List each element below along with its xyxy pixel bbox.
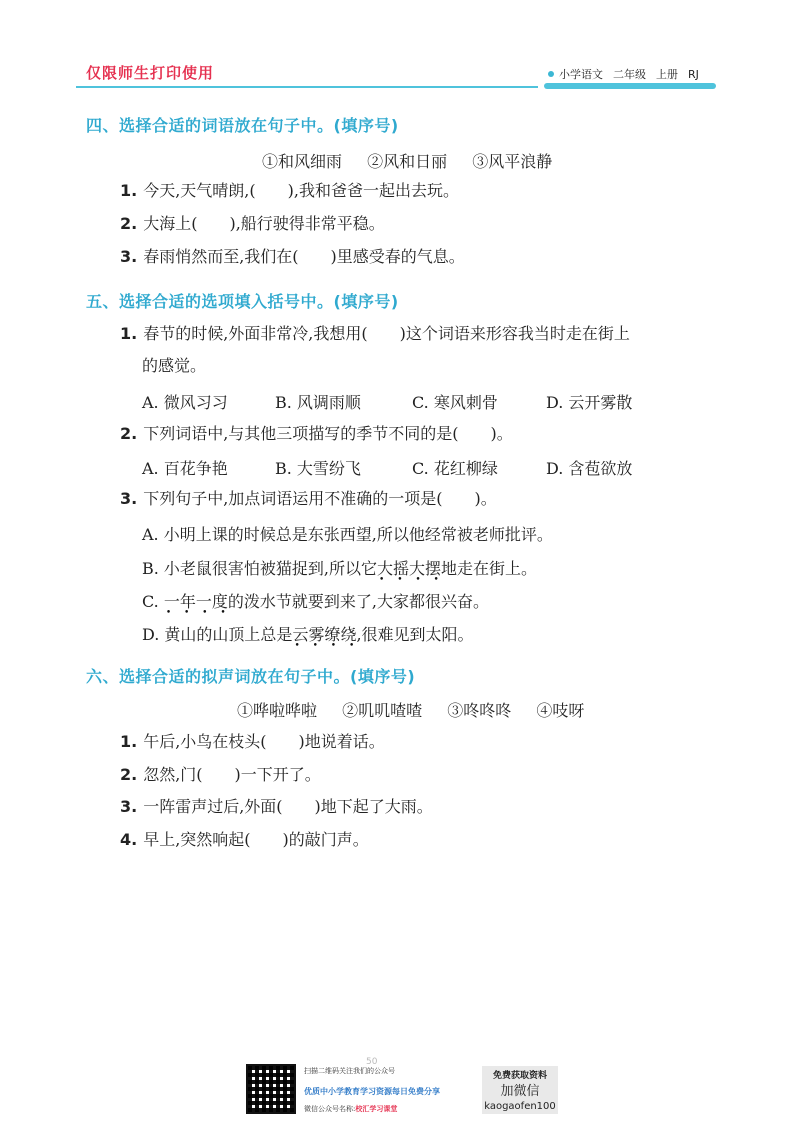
question-item: 2. 下列词语中,与其他三项描写的季节不同的是( )。: [120, 424, 513, 443]
question-item: 3. 下列句子中,加点词语运用不准确的一项是( )。: [120, 489, 497, 508]
footer-line-3: 微信公众号名称:校汇学习课堂: [304, 1105, 398, 1113]
choice: D. 云开雾散: [546, 393, 633, 412]
subject-label: 小学语文: [559, 68, 603, 81]
wechat-promo-box: 免费获取资料 加微信 kaogaofen100: [482, 1066, 558, 1114]
emphasis-dots: 云雾缭绕 • • • •: [292, 622, 356, 645]
section-6-title: 六、选择合适的拟声词放在句子中。(填序号): [86, 667, 416, 686]
footer-line-1: 扫描二维码关注我们的公众号: [304, 1067, 395, 1075]
option: ②叽叽喳喳: [342, 701, 423, 720]
question-item: 1. 春节的时候,外面非常冷,我想用( )这个词语来形容我当时走在街上: [120, 324, 630, 343]
page-number: 50: [366, 1057, 378, 1067]
bullet-icon: [548, 71, 554, 77]
choice: C. 一年一度 • • • •的泼水节就要到来了,大家都很兴奋。: [142, 589, 489, 612]
question-item: 3. 春雨悄然而至,我们在( )里感受春的气息。: [120, 247, 465, 266]
choice: A. 微风习习: [142, 393, 228, 412]
section-5-title: 五、选择合适的选项填入括号中。(填序号): [86, 292, 399, 311]
question-item: 2. 忽然,门( )一下开了。: [120, 765, 321, 784]
section-4-title: 四、选择合适的词语放在句子中。(填序号): [86, 116, 399, 135]
choice: D. 黄山的山顶上总是云雾缭绕 • • • •,很难见到太阳。: [142, 622, 474, 645]
header-rule: [76, 86, 538, 88]
option: ①哗啦哗啦: [237, 701, 318, 720]
emphasis-dots: 大摇大摆 • • • •: [377, 556, 441, 579]
choice: D. 含苞欲放: [546, 459, 633, 478]
header-title: 仅限师生打印使用: [86, 64, 215, 82]
question-item: 2. 大海上( ),船行驶得非常平稳。: [120, 214, 385, 233]
option: ④吱呀: [536, 701, 585, 720]
question-continuation: 的感觉。: [142, 356, 207, 375]
footer-line-2: 优质中小学教育学习资源每日免费分享: [304, 1087, 440, 1096]
choice: A. 百花争艳: [142, 459, 228, 478]
footer: [246, 1060, 566, 1120]
question-item: 3. 一阵雷声过后,外面( )地下起了大雨。: [120, 797, 433, 816]
emphasis-dots: 一年一度 • • • •: [164, 589, 228, 612]
section-6-options: [237, 698, 604, 721]
option: ②风和日丽: [367, 152, 448, 171]
choice: B. 大雪纷飞: [275, 459, 361, 478]
edition-label: RJ: [688, 67, 699, 81]
volume-label: 上册: [656, 68, 678, 81]
choice: A. 小明上课的时候总是东张西望,所以他经常被老师批评。: [142, 525, 553, 544]
option: ③风平浪静: [472, 152, 553, 171]
choice: B. 风调雨顺: [275, 393, 361, 412]
choice: C. 花红柳绿: [412, 459, 498, 478]
question-item: 1. 午后,小鸟在枝头( )地说着话。: [120, 732, 385, 751]
choice: C. 寒风刺骨: [412, 393, 498, 412]
header-accent-bar: [544, 83, 716, 89]
option: ③咚咚咚: [447, 701, 512, 720]
qr-code-icon[interactable]: [246, 1064, 296, 1114]
header-meta: [548, 66, 699, 82]
section-4-options: [262, 149, 572, 172]
choice: B. 小老鼠很害怕被猫捉到,所以它大摇大摆 • • • •地走在街上。: [142, 556, 537, 579]
question-item: 4. 早上,突然响起( )的敲门声。: [120, 830, 369, 849]
option: ①和风细雨: [262, 152, 343, 171]
grade-label: 二年级: [613, 68, 646, 81]
question-item: 1. 今天,天气晴朗,( ),我和爸爸一起出去玩。: [120, 181, 459, 200]
